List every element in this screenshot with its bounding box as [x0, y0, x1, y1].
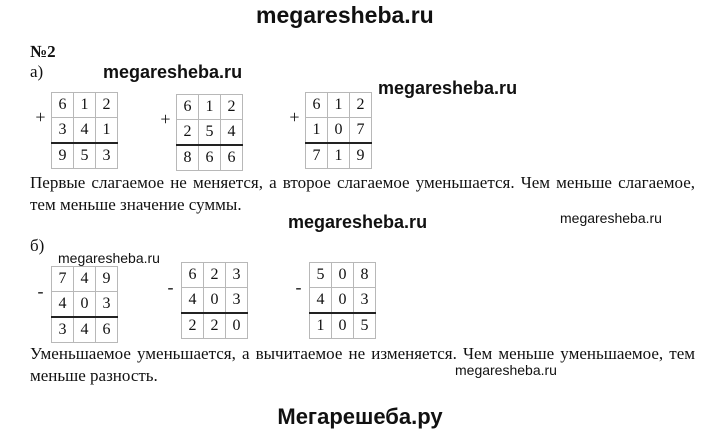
- plus-sign: +: [35, 107, 46, 128]
- digit-cell: 5: [310, 263, 332, 288]
- digit-cell: 6: [182, 263, 204, 288]
- subtraction-problem-1: [30, 266, 118, 343]
- result-cell: 9: [52, 143, 74, 169]
- digit-cell: 3: [96, 292, 118, 318]
- watermark-middle: megaresheba.ru: [288, 212, 428, 232]
- result-cell: 5: [74, 143, 96, 169]
- digit-cell: 3: [354, 288, 376, 314]
- result-cell: 8: [177, 145, 199, 171]
- result-cell: 6: [221, 145, 243, 171]
- result-cell: 0: [332, 313, 354, 339]
- digit-cell: 4: [74, 267, 96, 292]
- digit-cell: 9: [96, 267, 118, 292]
- digit-cell: 0: [328, 118, 350, 144]
- part-a-label: а): [30, 62, 44, 81]
- result-cell: 0: [226, 313, 248, 339]
- digit-cell: 5: [199, 120, 221, 146]
- footer-watermark: Мегарешеба.ру: [277, 404, 443, 429]
- digit-cell: 3: [52, 118, 74, 144]
- result-cell: 6: [96, 317, 118, 343]
- minus-sign: -: [37, 281, 44, 302]
- result-cell: 3: [52, 317, 74, 343]
- digit-cell: 4: [74, 118, 96, 144]
- result-cell: 1: [328, 143, 350, 169]
- watermark-b-left: megaresheba.ru: [58, 250, 160, 266]
- part-b-explanation: Уменьшаемое уменьшается, а вычитаемое не изменяется. Чем меньше уменьшаемое, тем меньше разность.: [30, 344, 695, 385]
- digit-cell: 1: [328, 93, 350, 118]
- digit-cell: 8: [354, 263, 376, 288]
- result-cell: 2: [204, 313, 226, 339]
- digit-cell: 2: [221, 95, 243, 120]
- subtraction-problem-2: [160, 262, 248, 339]
- subtraction-problem-3: [288, 262, 376, 339]
- watermark-a-mid: megaresheba.ru: [103, 62, 243, 82]
- watermark-bottom-right: megaresheba.ru: [455, 362, 557, 378]
- part-b-label: б): [30, 236, 45, 255]
- minus-sign: -: [167, 277, 174, 298]
- digit-cell: 6: [52, 93, 74, 118]
- digit-cell: 2: [96, 93, 118, 118]
- digit-cell: 4: [221, 120, 243, 146]
- digit-cell: 2: [204, 263, 226, 288]
- addition-problem-1: [30, 92, 118, 169]
- digit-cell: 0: [332, 263, 354, 288]
- digit-cell: 4: [52, 292, 74, 318]
- digit-cell: 4: [182, 288, 204, 314]
- digit-cell: 7: [350, 118, 372, 144]
- result-cell: 3: [96, 143, 118, 169]
- result-cell: 5: [354, 313, 376, 339]
- digit-cell: 2: [350, 93, 372, 118]
- addition-problem-2: [155, 94, 243, 171]
- watermark-a-right: megaresheba.ru: [378, 78, 518, 98]
- addition-problem-3: [284, 92, 372, 169]
- minus-sign: -: [295, 277, 302, 298]
- digit-cell: 3: [226, 263, 248, 288]
- digit-cell: 1: [306, 118, 328, 144]
- part-a-explanation: Первые слагаемое не меняется, а второе слагаемое уменьшается. Чем меньше слагаемое, тем меньше значение суммы.: [30, 173, 695, 214]
- digit-cell: 3: [226, 288, 248, 314]
- digit-cell: 1: [199, 95, 221, 120]
- digit-cell: 0: [332, 288, 354, 314]
- result-cell: 9: [350, 143, 372, 169]
- watermark-mid-right: megaresheba.ru: [560, 210, 662, 226]
- result-cell: 4: [74, 317, 96, 343]
- result-cell: 1: [310, 313, 332, 339]
- digit-cell: 0: [204, 288, 226, 314]
- plus-sign: +: [160, 109, 171, 130]
- digit-cell: 6: [306, 93, 328, 118]
- header-watermark: megaresheba.ru: [256, 2, 434, 28]
- digit-cell: 1: [96, 118, 118, 144]
- result-cell: 7: [306, 143, 328, 169]
- result-cell: 6: [199, 145, 221, 171]
- digit-cell: 1: [74, 93, 96, 118]
- digit-cell: 7: [52, 267, 74, 292]
- result-cell: 2: [182, 313, 204, 339]
- task-number: №2: [30, 42, 56, 61]
- digit-cell: 0: [74, 292, 96, 318]
- digit-cell: 4: [310, 288, 332, 314]
- digit-cell: 2: [177, 120, 199, 146]
- digit-cell: 6: [177, 95, 199, 120]
- plus-sign: +: [289, 107, 300, 128]
